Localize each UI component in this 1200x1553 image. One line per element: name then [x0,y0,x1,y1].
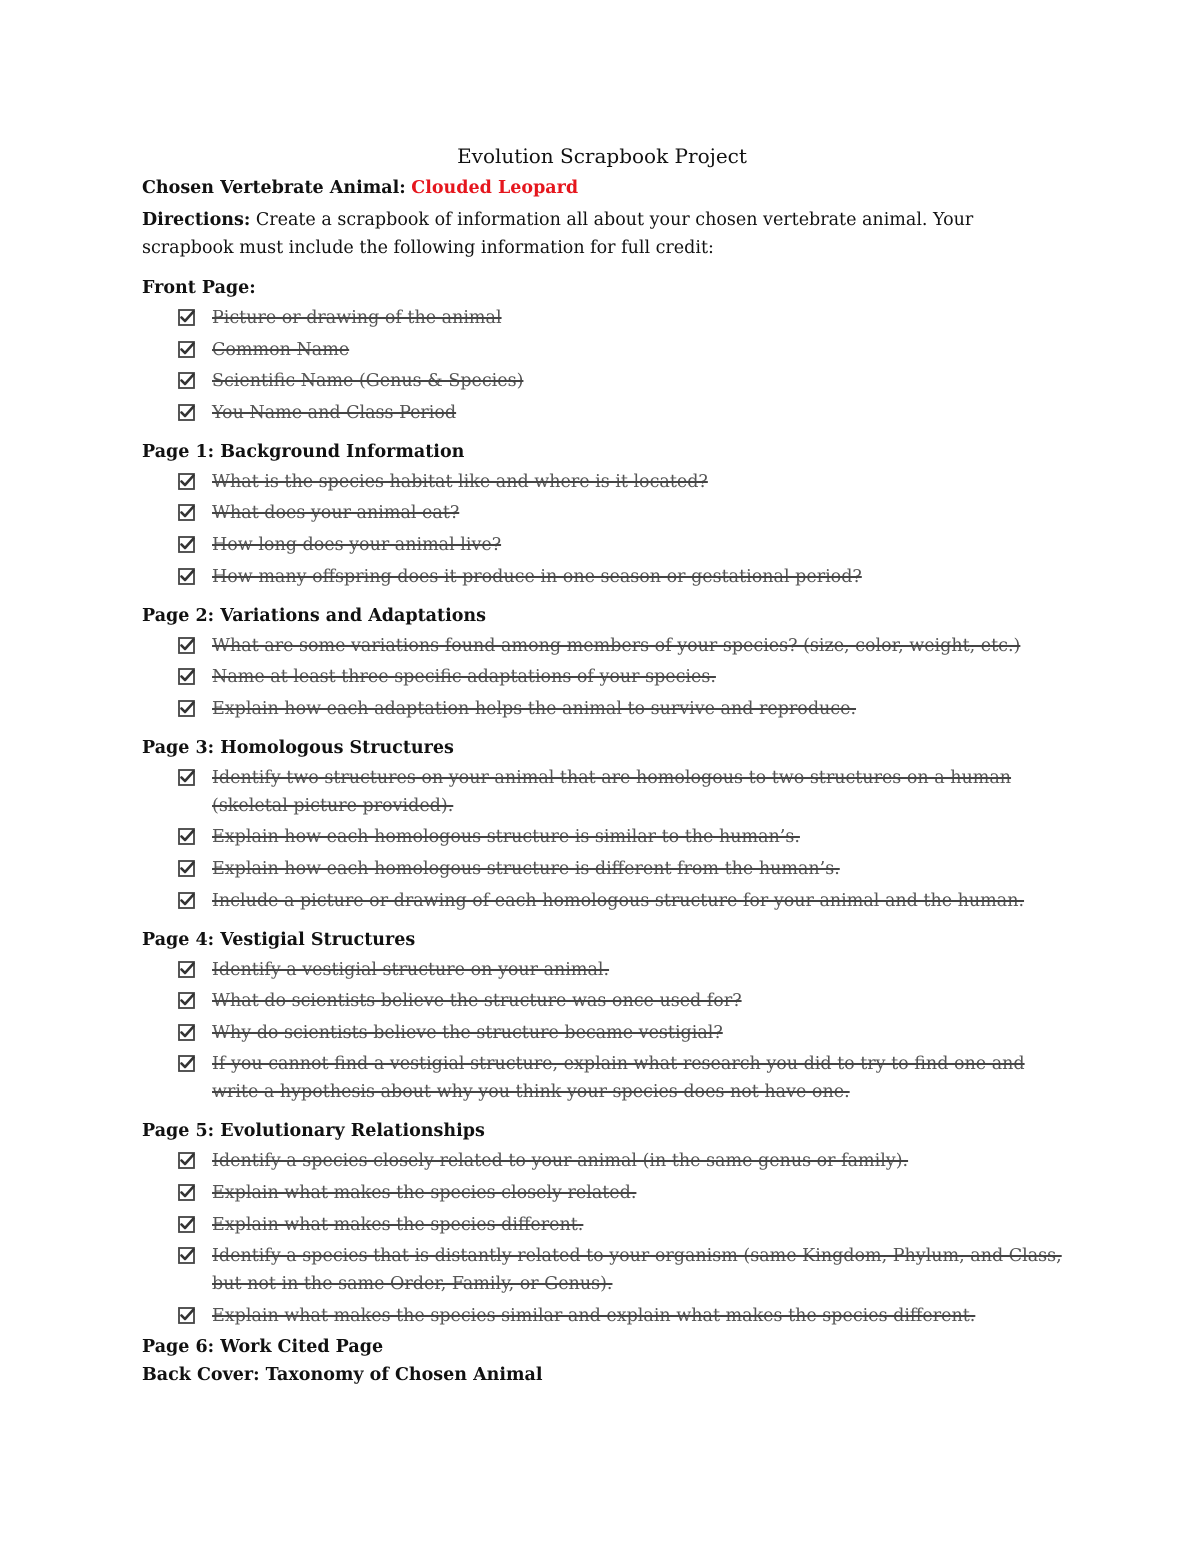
chosen-animal-label: Chosen Vertebrate Animal: [142,178,406,198]
checked-box-icon[interactable] [178,769,195,786]
checked-box-icon[interactable] [178,1307,195,1324]
checklist-page-4 [142,956,1062,1107]
chosen-animal-line [142,174,1062,202]
checklist-front-page [142,304,1062,427]
checklist-item-text: Explain what makes the species closely related. [212,1182,637,1203]
checklist-item[interactable] [178,632,1062,660]
checked-box-icon[interactable] [178,309,195,326]
checklist-item[interactable] [178,399,1062,427]
checked-box-icon[interactable] [178,504,195,521]
checklist-item-text: Name at least three specific adaptations of your species. [212,667,716,688]
checklist-item-text: What are some variations found among members of your species? (size, color, weight, etc.) [212,635,1021,656]
checked-box-icon[interactable] [178,1184,195,1201]
checked-box-icon[interactable] [178,700,195,717]
checklist-item-text: Explain how each adaptation helps the animal to survive and reproduce. [212,698,857,719]
checklist-item[interactable] [178,1050,1062,1106]
checklist-item[interactable] [178,663,1062,691]
checklist-item[interactable] [178,563,1062,591]
section-heading-page-1: Page 1: Background Information [142,441,465,462]
checklist-page-3 [142,764,1062,915]
chosen-animal-name: Clouded Leopard [411,178,579,198]
checklist-item-text: Identify a species closely related to your animal (in the same genus or family). [212,1151,909,1172]
checklist-item[interactable] [178,855,1062,883]
directions-text: Create a scrapbook of information all about your chosen vertebrate animal. Your scrapbook must include the following information for full credit: [142,210,974,258]
checklist-item-text: Why do scientists believe the structure became vestigial? [212,1022,723,1043]
checklist-item-text: What is the species habitat like and where is it located? [212,471,708,492]
checklist-item[interactable] [178,1147,1062,1175]
checked-box-icon[interactable] [178,536,195,553]
checked-box-icon[interactable] [178,473,195,490]
checked-box-icon[interactable] [178,668,195,685]
checked-box-icon[interactable] [178,1247,195,1264]
checklist-item[interactable] [178,1242,1062,1298]
checked-box-icon[interactable] [178,404,195,421]
document-page [142,142,1062,1389]
checklist-item-text: Identify a species that is distantly related to your organism (same Kingdom, Phylum, and Class, but not in the same Order, Family, or Genus). [212,1246,1062,1295]
checklist-item-text: How long does your animal live? [212,534,502,555]
checklist-item[interactable] [178,1179,1062,1207]
checklist-item-text: Include a picture or drawing of each homologous structure for your animal and the human. [212,890,1025,911]
checklist-item-text: Explain how each homologous structure is similar to the human’s. [212,827,800,848]
checklist-item[interactable] [178,367,1062,395]
checked-box-icon[interactable] [178,372,195,389]
section-heading-page-5: Page 5: Evolutionary Relationships [142,1121,485,1142]
checklist-item[interactable] [178,1019,1062,1047]
checklist-item-text: You Name and Class Period [212,402,457,423]
checklist-item-text: Explain how each homologous structure is different from the human’s. [212,858,840,879]
checked-box-icon[interactable] [178,568,195,585]
checked-box-icon[interactable] [178,1024,195,1041]
checklist-item[interactable] [178,987,1062,1015]
checklist-item[interactable] [178,887,1062,915]
checklist-item-text: Scientific Name (Genus & Species) [212,371,524,392]
checklist-page-1 [142,468,1062,591]
checked-box-icon[interactable] [178,637,195,654]
checked-box-icon[interactable] [178,1152,195,1169]
checklist-item-text: Explain what makes the species different. [212,1214,584,1235]
checklist-item-text: Identify a vestigial structure on your animal. [212,959,610,980]
checklist-item-text: What does your animal eat? [212,503,460,524]
checklist-item-text: Explain what makes the species similar and explain what makes the species different. [212,1305,976,1326]
checklist-item[interactable] [178,468,1062,496]
document-title: Evolution Scrapbook Project [457,144,747,168]
checked-box-icon[interactable] [178,992,195,1009]
checklist-item[interactable] [178,1211,1062,1239]
checked-box-icon[interactable] [178,1055,195,1072]
checklist-item-text: If you cannot find a vestigial structure, explain what research you did to try to find one and write a hypothesis about why you think your species does not have one. [212,1054,1025,1103]
checklist-item-text: Identify two structures on your animal that are homologous to two structures on a human (skeletal picture provided). [212,767,1012,816]
section-heading-back-cover: Back Cover: Taxonomy of Chosen Animal [142,1365,543,1386]
checked-box-icon[interactable] [178,828,195,845]
checklist-page-5 [142,1147,1062,1329]
checked-box-icon[interactable] [178,1216,195,1233]
checklist-item-text: Common Name [212,339,350,360]
checklist-item[interactable] [178,956,1062,984]
checklist-item[interactable] [178,1302,1062,1330]
checklist-item[interactable] [178,823,1062,851]
section-heading-page-6: Page 6: Work Cited Page [142,1337,384,1358]
directions-paragraph [142,206,1062,262]
section-heading-front-page: Front Page: [142,278,256,298]
checked-box-icon[interactable] [178,341,195,358]
directions-label: Directions: [142,210,251,230]
checklist-item[interactable] [178,695,1062,723]
checked-box-icon[interactable] [178,892,195,909]
checklist-item[interactable] [178,531,1062,559]
section-heading-page-2: Page 2: Variations and Adaptations [142,605,486,626]
checklist-page-2 [142,632,1062,723]
checked-box-icon[interactable] [178,860,195,877]
checklist-item[interactable] [178,764,1062,820]
section-heading-page-3: Page 3: Homologous Structures [142,737,454,758]
checklist-item[interactable] [178,336,1062,364]
checklist-item[interactable] [178,499,1062,527]
checklist-item-text: How many offspring does it produce in one season or gestational period? [212,566,862,587]
section-heading-page-4: Page 4: Vestigial Structures [142,929,416,950]
checked-box-icon[interactable] [178,961,195,978]
checklist-item-text: What do scientists believe the structure was once used for? [212,991,742,1012]
checklist-item-text: Picture or drawing of the animal [212,308,502,328]
checklist-item[interactable] [178,304,1062,332]
